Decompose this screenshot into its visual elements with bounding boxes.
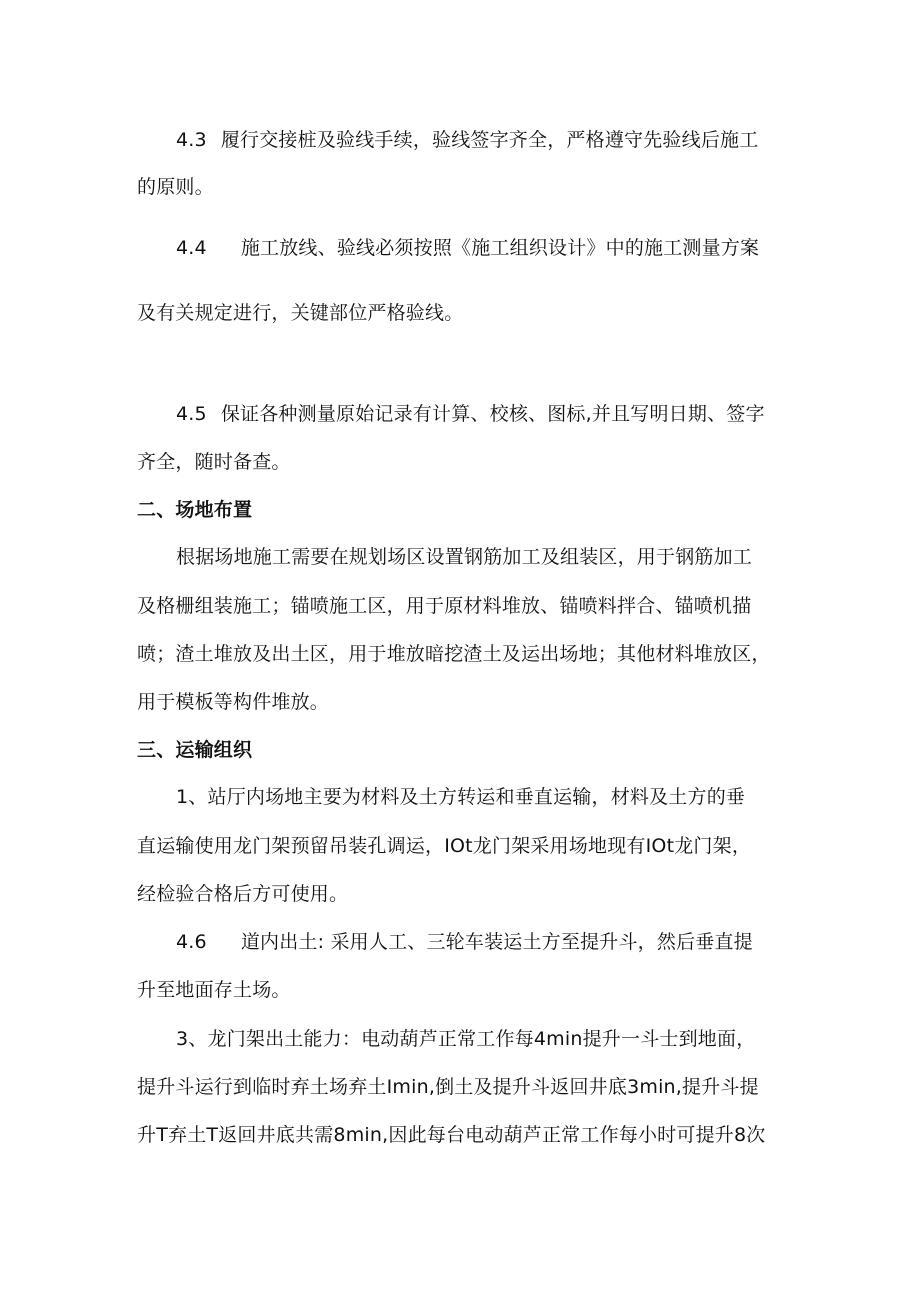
section-heading-site-layout: 二、场地布置 (137, 499, 253, 521)
section-2-line-3: 喷；渣土堆放及出土区，用于堆放暗挖渣土及运出场地；其他材料堆放区， (137, 643, 771, 665)
section-3-item-4-6-line-2: 升至地面存土场。 (137, 979, 291, 1001)
section-2-line-4: 用于模板等构件堆放。 (137, 691, 330, 713)
paragraph-text: 道内出土: 采用人工、三轮车装运土方至提升斗，然后垂直提 (240, 931, 753, 953)
paragraph-number: 4.4 (176, 237, 207, 259)
section-2-line-2: 及格栅组装施工；锚喷施工区，用于原材料堆放、锚喷料拌合、锚喷机描 (137, 595, 752, 617)
section-heading-transport: 三、运输组织 (137, 739, 253, 761)
paragraph-4-3-line-1 (176, 127, 758, 153)
paragraph-number: 4.6 (176, 931, 207, 953)
paragraph-text: 施工放线、验线必须按照《施工组织设计》中的施工测量方案 (240, 237, 760, 259)
paragraph-text: 保证各种测量原始记录有计算、校核、图标,并且写明日期、签字 (220, 403, 765, 425)
paragraph-4-3-line-2: 的原则。 (137, 176, 214, 198)
paragraph-4-5-line-2: 齐全，随时备查。 (137, 451, 291, 473)
paragraph-number: 4.3 (176, 129, 207, 151)
section-3-item-4-6-line-1 (176, 929, 753, 955)
section-3-item-1-line-3: 经检验合格后方可使用。 (137, 883, 349, 905)
section-3-item-1-line-2: 直运输使用龙门架预留吊装孔调运，IOt龙门架采用场地现有IOt龙门架， (137, 835, 752, 857)
section-3-item-3-line-1: 3、龙门架出土能力：电动葫芦正常工作每4min提升一斗士到地面， (176, 1028, 756, 1050)
section-3-item-3-line-2: 提升斗运行到临时弃土场弃土Imin,倒土及提升斗返回井底3min,提升斗提 (137, 1076, 759, 1098)
paragraph-4-4-line-1 (176, 235, 759, 261)
section-3-item-1-line-1: 1、站厅内场地主要为材料及土方转运和垂直运输，材料及土方的垂 (176, 786, 746, 808)
paragraph-4-5-line-1 (176, 401, 765, 427)
section-2-line-1: 根据场地施工需要在规划场区设置钢筋加工及组装区，用于钢筋加工 (176, 546, 753, 568)
paragraph-4-4-line-2: 及有关规定进行，关键部位严格验线。 (137, 302, 464, 324)
section-3-item-3-line-3: 升T弃土T返回井底共需8min,因此每台电动葫芦正常工作每小时可提升8次 (137, 1124, 766, 1146)
paragraph-number: 4.5 (176, 403, 207, 425)
paragraph-text: 履行交接桩及验线手续，验线签字齐全，严格遵守先验线后施工 (220, 129, 759, 151)
